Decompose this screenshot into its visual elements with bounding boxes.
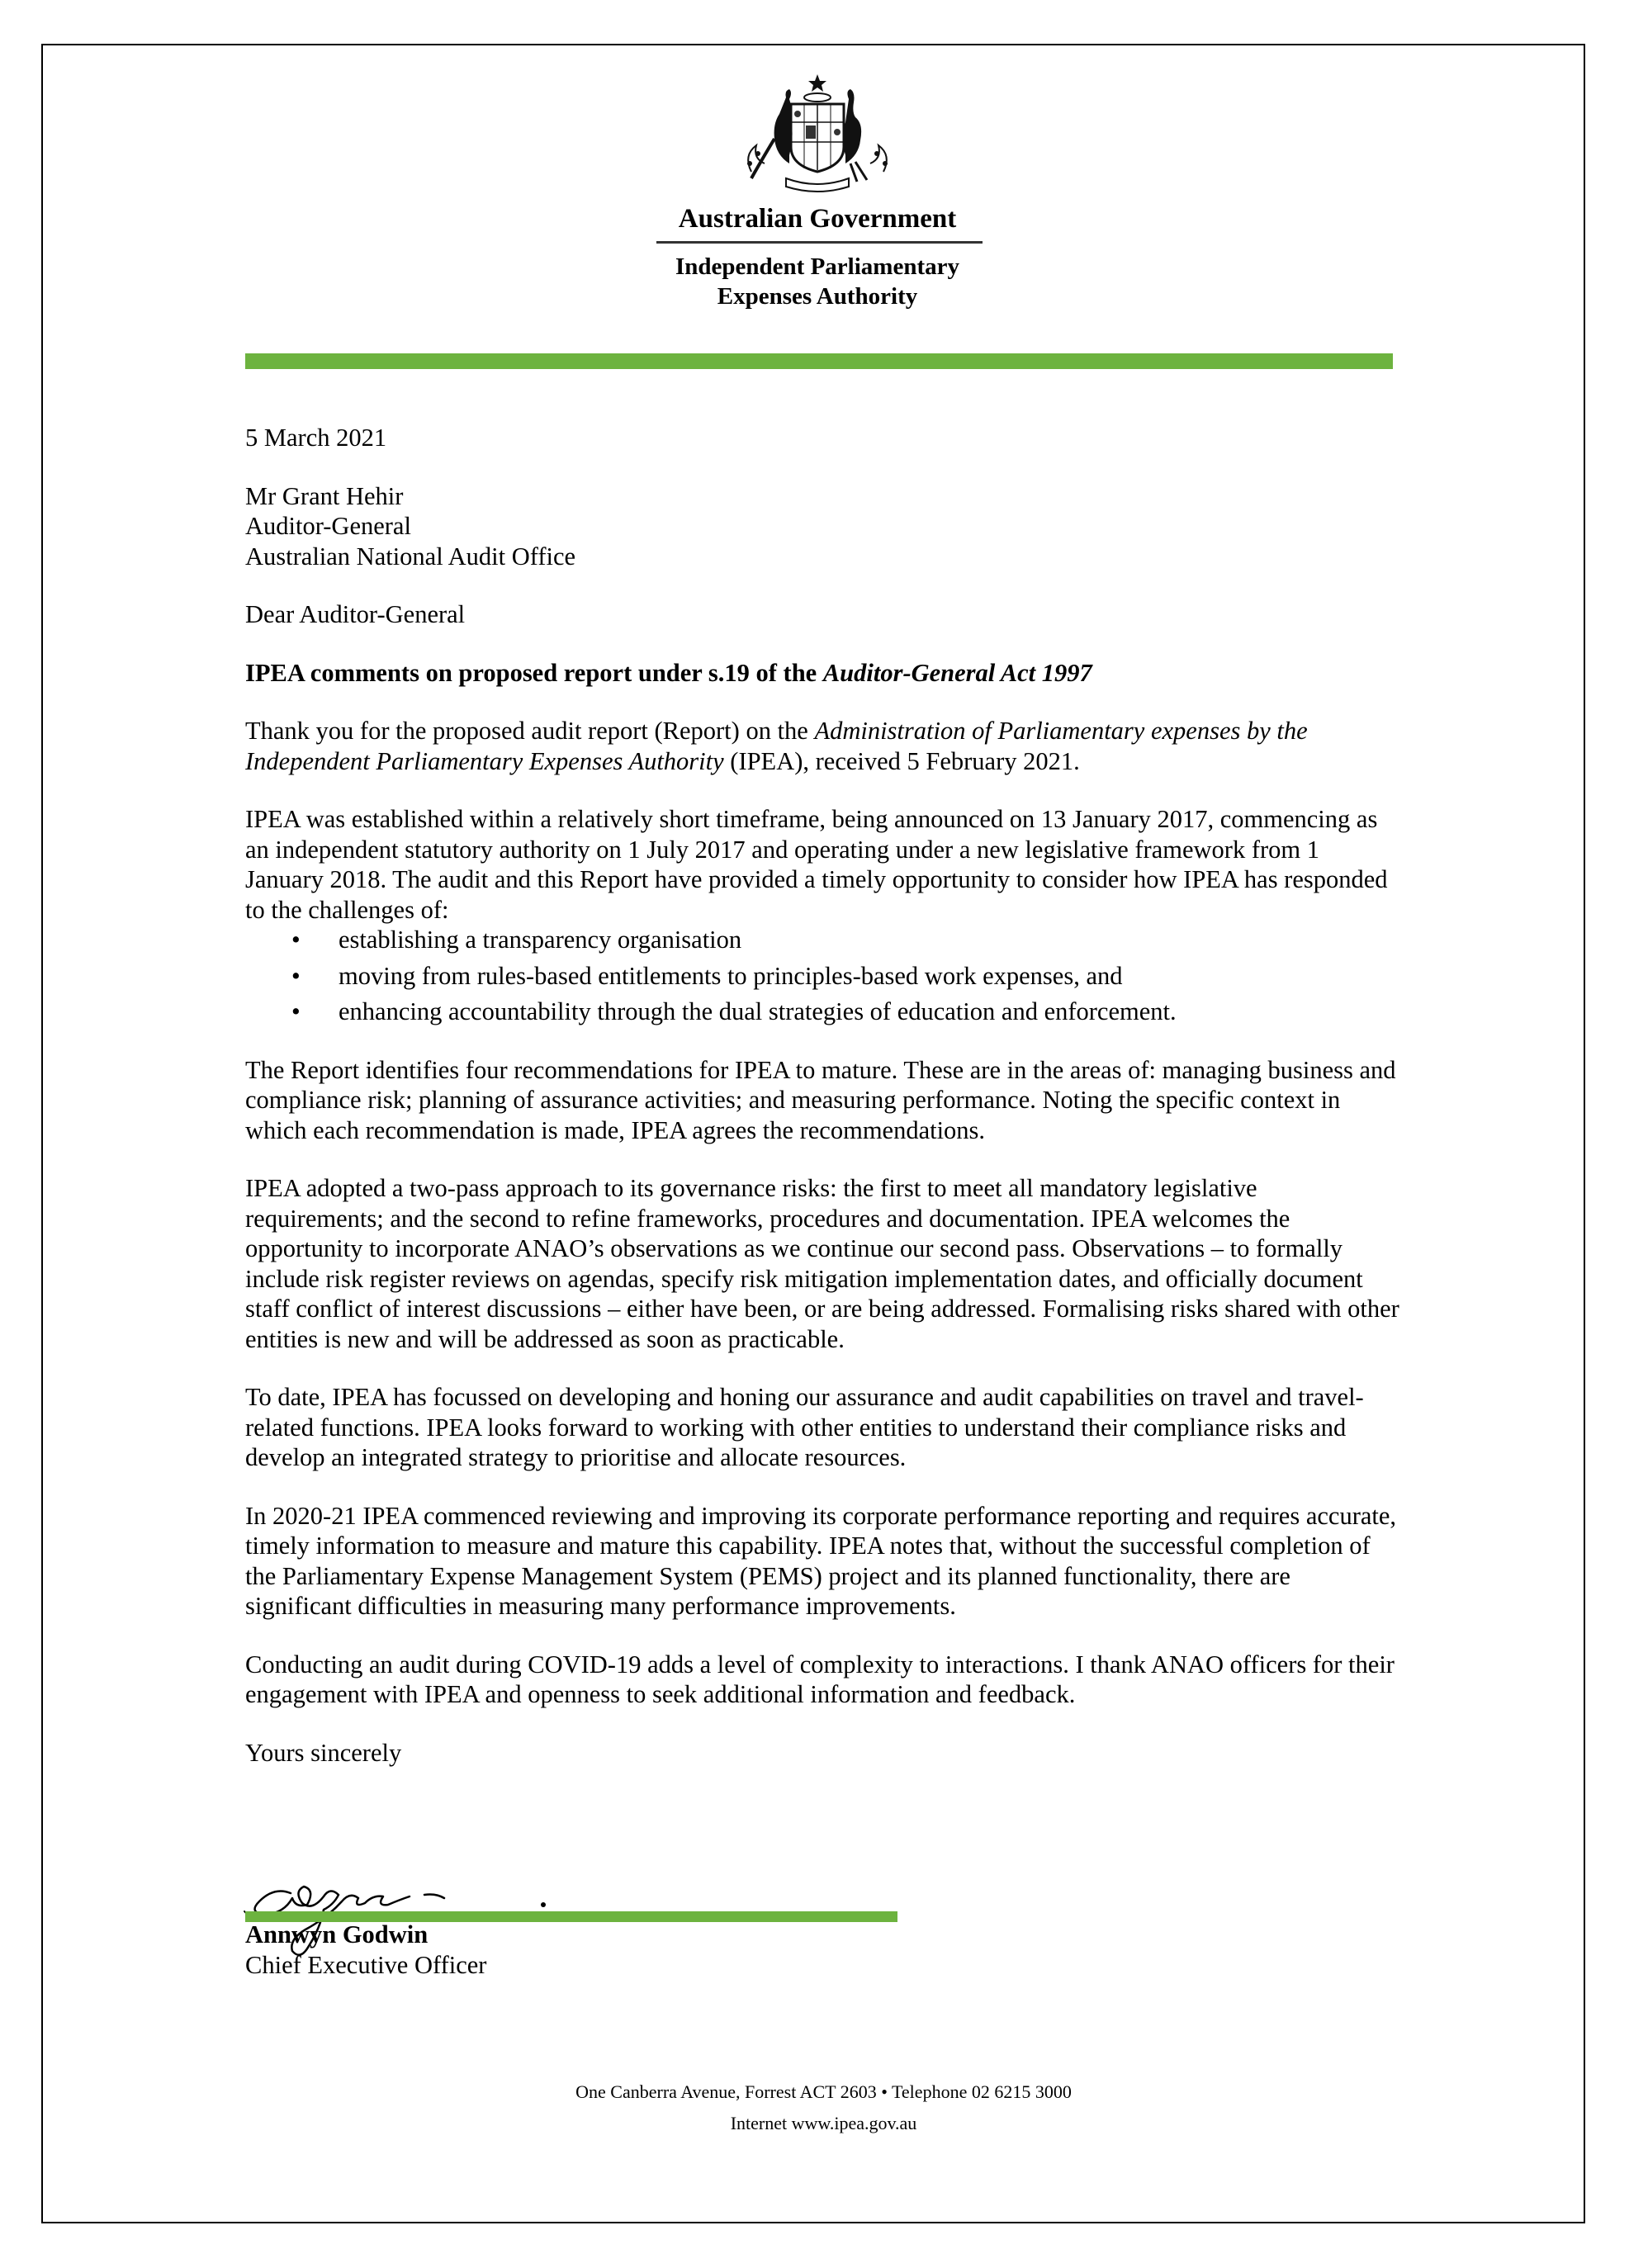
letterhead-green-bar [245,353,1393,369]
paragraph-governance: IPEA adopted a two-pass approach to its governance risks: the first to meet all mandatory legislative requirements; and the second to refine frameworks, procedures and documentation. IPEA welcomes the opportunity to incorporate ANAO’s observations as we continue our second pass. Observations – to formally include risk register reviews on agendas, specify risk mitigation implementation dates, and officially document staff conflict of interest discussions – either have been, or are being addressed. Formalising risks shared with other entities is new and will be addressed as soon as practicable. [245,1174,1399,1353]
signatory-block [245,1920,486,1981]
recipient-name: Mr Grant Hehir [245,481,404,510]
footer-address: One Canberra Avenue, Forrest ACT 2603 • Telephone 02 6215 3000 [575,2081,1072,2102]
coat-of-arms-icon [735,73,900,196]
agency-name-line2: Expenses Authority [717,283,918,310]
signatory-title: Chief Executive Officer [245,1951,487,1979]
recipient-title: Auditor-General [245,512,411,540]
challenges-list [245,925,1401,1027]
footer-internet: Internet www.ipea.gov.au [730,2113,917,2133]
list-item [245,997,1401,1027]
paragraph-thanks-part1: Thank you for the proposed audit report (Report) on the [245,717,815,745]
list-item-text: enhancing accountability through the dual strategies of education and enforcement. [339,997,1177,1025]
bullet-icon: • [291,961,301,990]
letter-body [245,423,1401,1796]
footer [413,2076,1234,2139]
paragraph-thanks-part2: (IPEA), received 5 February 2021. [723,746,1080,775]
agency-name-line1: Independent Parliamentary [675,253,959,280]
paragraph-performance: In 2020-21 IPEA commenced reviewing and improving its corporate performance reporting and requires accurate, timely information to measure and mature this capability. IPEA notes that, without the successful completion of the Parliamentary Expense Management System (PEMS) project and its planned functionality, there are significant difficulties in measuring many performance improvements. [245,1501,1397,1620]
subject-act: Auditor-General Act 1997 [822,658,1092,687]
list-item [245,961,1401,992]
paragraph-recommendations: The Report identifies four recommendations for IPEA to mature. These are in the areas of: managing business and compliance risk; planning of assurance activities; and measuring performance. Noting the specific context in which each recommendation is made, IPEA agrees the recommendations. [245,1055,1396,1144]
letterhead-divider [656,241,983,244]
closing: Yours sincerely [245,1738,402,1767]
bullet-icon: • [291,926,301,954]
letter-date: 5 March 2021 [245,424,387,452]
list-item-text: moving from rules-based entitlements to principles-based work expenses, and [339,961,1123,990]
paragraph-thanks [245,716,1401,776]
recipient-organisation: Australian National Audit Office [245,542,576,571]
list-item [245,925,1401,955]
paragraph-establishment: IPEA was established within a relatively short timeframe, being announced on 13 January 2017, commencing as an independent statutory authority on 1 July 2017 and operating under a new legislative framework from 1 January 2018. The audit and this Report have provided a timely opportunity to consider how IPEA has responded to the challenges of: [245,805,1388,924]
bullet-icon: • [291,997,301,1025]
report-title: Administration of Parliamentary expenses by the Independent Parliamentary Expenses Authority [245,717,1308,775]
agency-name [619,252,1016,311]
paragraph-assurance: To date, IPEA has focussed on developing and honing our assurance and audit capabilities on travel and travel-related functions. IPEA looks forward to working with other entities to understand their compliance risks and develop an integrated strategy to prioritise and allocate resources. [245,1383,1364,1471]
paragraph-covid: Conducting an audit during COVID-19 adds a level of complexity to interactions. I thank ANAO officers for their engagement with IPEA and openness to seek additional information and feedback. [245,1650,1395,1708]
signatory-name: Annwyn Godwin [245,1920,429,1948]
subject-line [245,658,1401,689]
recipient-block [245,481,1401,572]
salutation: Dear Auditor-General [245,600,466,628]
subject-prefix: IPEA comments on proposed report under s.19 of the [245,658,823,687]
list-item-text: establishing a transparency organisation [339,926,742,954]
government-title: Australian Government [678,204,957,234]
